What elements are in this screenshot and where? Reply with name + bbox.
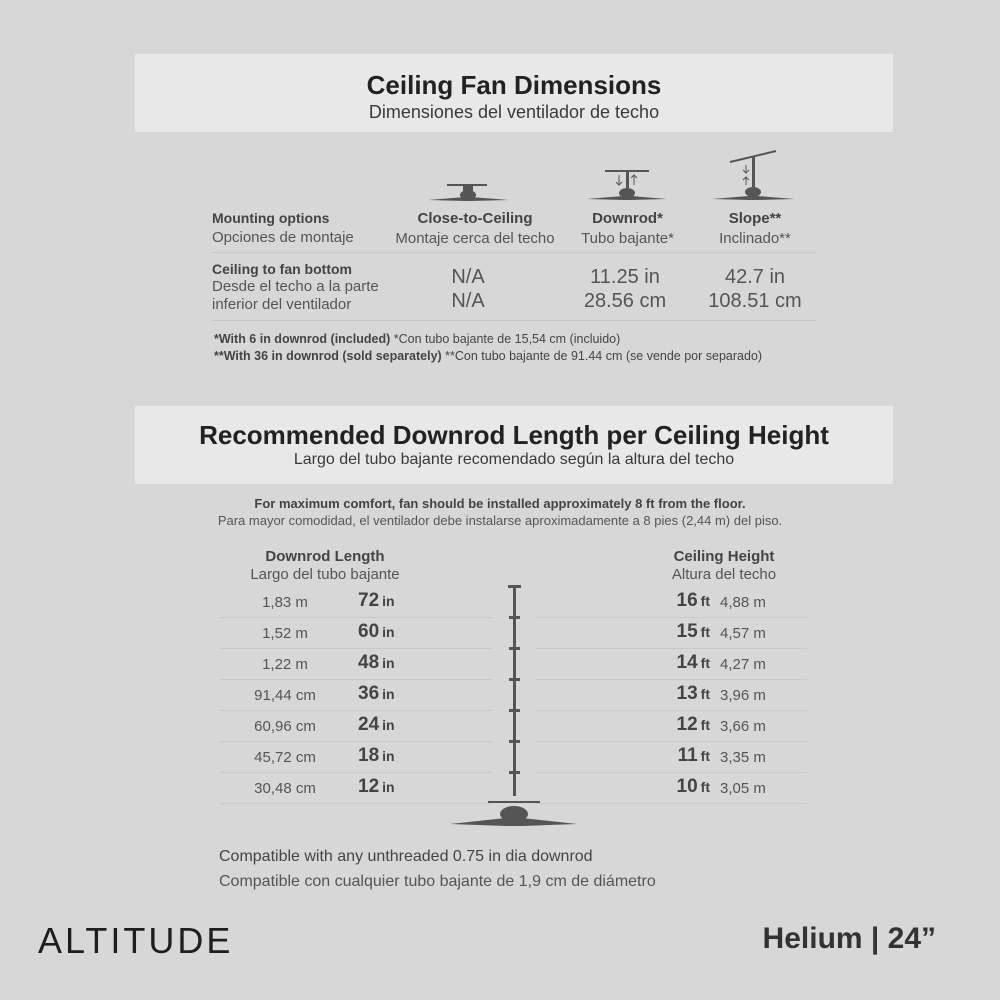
- ceiling-height-head: Ceiling Height Altura del techo: [671, 548, 777, 583]
- ceiling-feet: 11 ft: [677, 745, 710, 766]
- ceiling-meters: 3,96 m: [720, 687, 766, 704]
- mounting-options-label: Mounting options Opciones de montaje: [212, 210, 354, 246]
- downrod-metric: 91,44 cm: [254, 687, 316, 704]
- footnote-2: **With 36 in downrod (sold separately) **Con tubo bajante de 91.44 cm (se vende por separado): [214, 349, 763, 363]
- downrod-inches: 72 in: [358, 590, 395, 611]
- ceiling-feet: 15 ft: [676, 621, 710, 642]
- dimensions-header: [135, 54, 893, 132]
- option-downrod: Downrod* Tubo bajante*: [581, 210, 674, 247]
- downrod-value: 11.25 in 28.56 cm: [583, 266, 667, 312]
- ceiling-meters: 3,66 m: [720, 718, 766, 735]
- ceiling-feet: 16 ft: [676, 590, 710, 611]
- downrod-inches: 24 in: [358, 714, 395, 735]
- ceiling-feet: 13 ft: [676, 683, 710, 704]
- dimensions-subtitle: Dimensiones del ventilador de techo: [368, 102, 660, 122]
- downrod-metric: 45,72 cm: [254, 749, 316, 766]
- downrod-inches: 36 in: [358, 683, 395, 704]
- dimensions-title: Ceiling Fan Dimensions: [366, 70, 662, 100]
- ceiling-meters: 4,27 m: [720, 656, 766, 673]
- brand-logo: ALTITUDE: [38, 920, 234, 961]
- option-close-to-ceiling: Close-to-Ceiling Montaje cerca del techo: [395, 210, 555, 247]
- downrod-metric: 1,83 m: [262, 594, 308, 611]
- downrod-metric: 30,48 cm: [254, 780, 316, 797]
- downrod-subtitle: Largo del tubo bajante recomendado según la altura del techo: [293, 451, 735, 468]
- downrod-header: [135, 406, 893, 484]
- downrod-inches: 12 in: [358, 776, 395, 797]
- downrod-metric: 1,52 m: [262, 625, 308, 642]
- downrod-inches: 48 in: [358, 652, 395, 673]
- downrod-inches: 60 in: [358, 621, 395, 642]
- ceiling-to-fan-label: Ceiling to fan bottom Desde el techo a la parte inferior del ventilador: [212, 261, 379, 313]
- option-slope: Slope** Inclinado**: [719, 210, 791, 247]
- model-name: Helium | 24”: [762, 922, 936, 955]
- ceiling-feet: 12 ft: [676, 714, 710, 735]
- downrod-length-head: Downrod Length Largo del tubo bajante: [250, 548, 400, 583]
- downrod-metric: 60,96 cm: [254, 718, 316, 735]
- ceiling-feet: 14 ft: [676, 652, 710, 673]
- ceiling-meters: 4,88 m: [720, 594, 766, 611]
- downrod-inches: 18 in: [358, 745, 395, 766]
- downrod-title: Recommended Downrod Length per Ceiling Height: [199, 420, 829, 450]
- ceiling-meters: 4,57 m: [720, 625, 766, 642]
- close-to-ceiling-value: N/A N/A: [451, 266, 485, 312]
- divider: [212, 320, 816, 321]
- ceiling-feet: 10 ft: [676, 776, 710, 797]
- downrod-metric: 1,22 m: [262, 656, 308, 673]
- comfort-note: For maximum comfort, fan should be installed approximately 8 ft from the floor. Para mayor comodidad, el ventilador debe instalarse aproximadamente a 8 pies (2,44 m) del piso.: [217, 496, 783, 528]
- ceiling-meters: 3,35 m: [720, 749, 766, 766]
- downrod-fan-icon: [585, 166, 670, 206]
- close-to-ceiling-fan-icon: [425, 180, 515, 206]
- compat-note-es: Compatible con cualquier tubo bajante de 1,9 cm de diámetro: [219, 873, 656, 890]
- compat-note: Compatible with any unthreaded 0.75 in dia downrod: [219, 848, 593, 865]
- divider: [212, 252, 816, 253]
- slope-value: 42.7 in 108.51 cm: [708, 266, 802, 312]
- footnote-1: *With 6 in downrod (included) *Con tubo bajante de 15,54 cm (incluido): [214, 332, 621, 346]
- ceiling-meters: 3,05 m: [720, 780, 766, 797]
- slope-fan-icon: [710, 148, 800, 206]
- downrod-fan-illustration: [440, 582, 590, 830]
